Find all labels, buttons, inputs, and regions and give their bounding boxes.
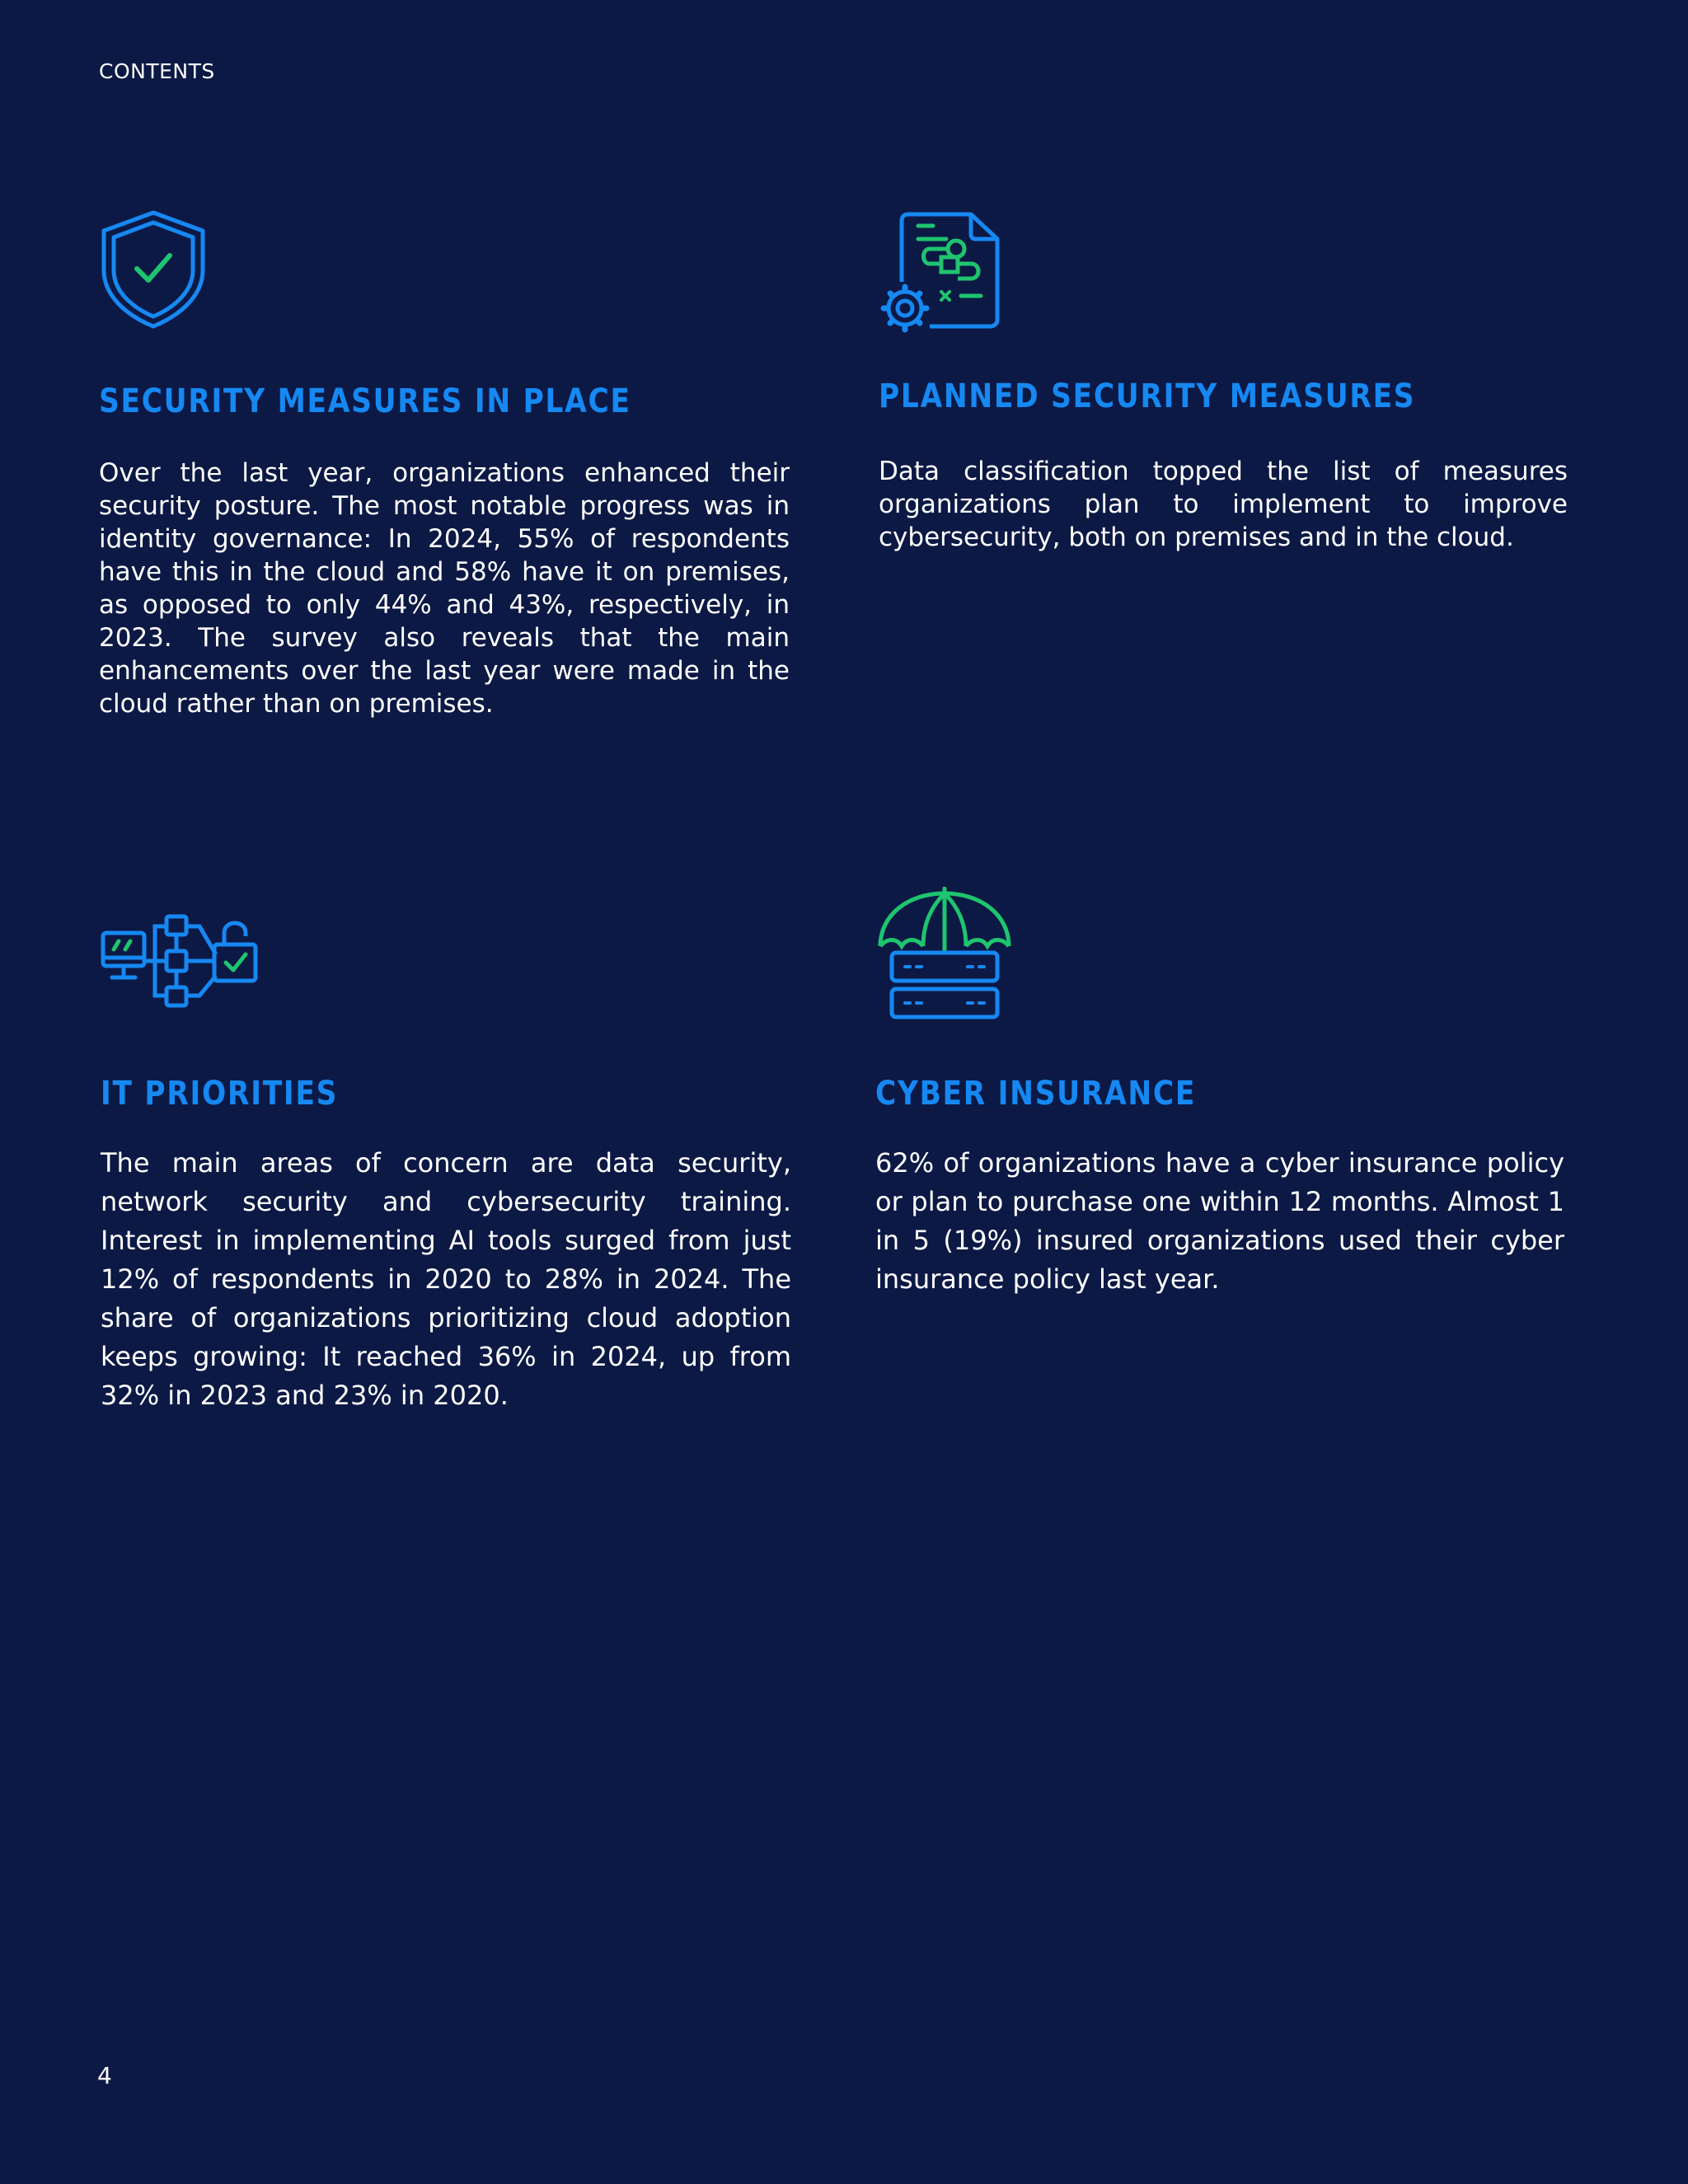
- section-it-priorities: [101, 913, 791, 1411]
- contents-link[interactable]: CONTENTS: [99, 59, 215, 83]
- network-lock-icon: [101, 913, 262, 1010]
- section-title: SECURITY MEASURES IN PLACE: [99, 382, 631, 420]
- shield-check-icon: [99, 209, 208, 330]
- section-body: The main areas of concern are data security, network security and cybersecurity training. Interest in implementing AI tools surged from just 12% of respondents in 2020 to 28% in 2024. The share of organizations prioritizing cloud adoption keeps growing: It reached 36% in 2024, up from 32% in 2023 and 23% in 2020.: [101, 1147, 791, 1411]
- section-body: 62% of organizations have a cyber insurance policy or plan to purchase one within 12 months. Almost 1 in 5 (19%) insured organizations used their cyber insurance policy last year.: [875, 1147, 1564, 1295]
- section-body: Data classification topped the list of measures organizations plan to implement to improve cybersecurity, both on premises and in the cloud.: [879, 457, 1568, 552]
- document-gear-icon: [879, 211, 1002, 336]
- section-title: IT PRIORITIES: [101, 1075, 339, 1113]
- section-planned-security-measures: [879, 211, 1568, 623]
- page-number: 4: [97, 2062, 112, 2089]
- section-body: Over the last year, organizations enhanced their security posture. The most notable progress was in identity governance: In 2024, 55% of respondents have this in the cloud and 58% have it on premises, as opposed to only 44% and 43%, respectively, in 2023. The survey also reveals that the main enhancements over the last year were made in the cloud rather than on premises.: [99, 458, 790, 719]
- section-security-measures-in-place: [99, 209, 790, 719]
- section-cyber-insurance: [875, 887, 1564, 1381]
- section-title: CYBER INSURANCE: [875, 1075, 1197, 1113]
- umbrella-server-icon: [877, 887, 1012, 1020]
- section-title: PLANNED SECURITY MEASURES: [879, 377, 1416, 415]
